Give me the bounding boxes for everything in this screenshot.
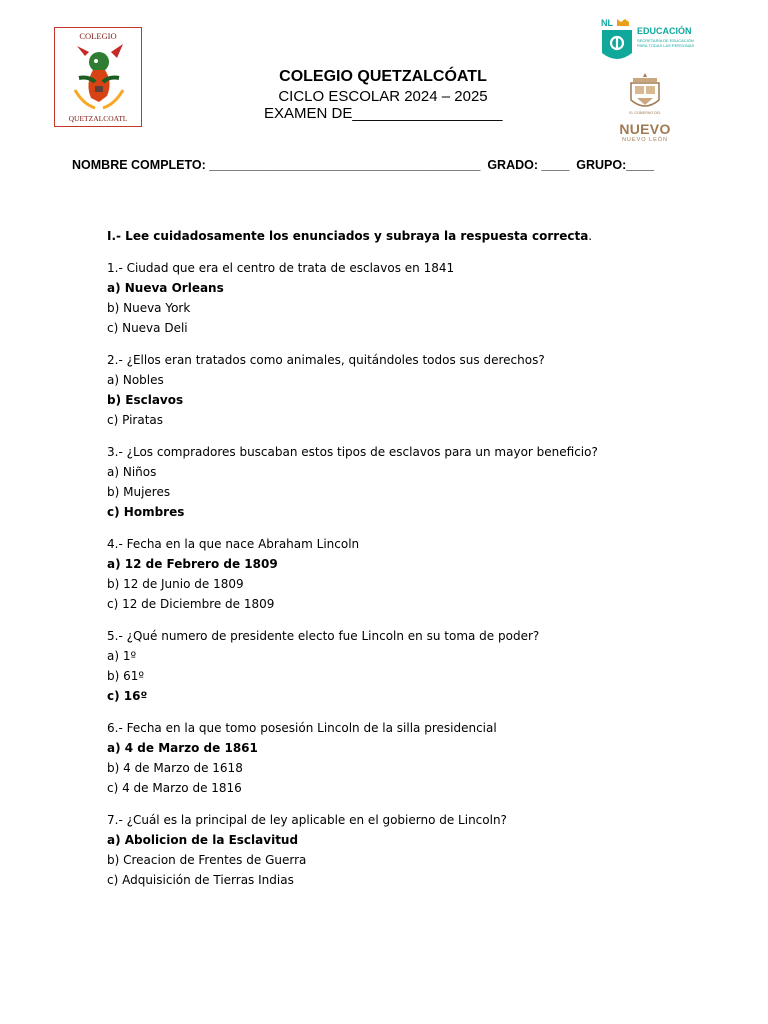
question-block bbox=[107, 534, 727, 614]
question-text: 4.- Fecha en la que nace Abraham Lincoln bbox=[107, 537, 360, 551]
school-logo bbox=[54, 27, 142, 127]
question-block bbox=[107, 626, 727, 706]
nl-shield-icon bbox=[600, 17, 634, 65]
answer-option: b) 12 de Junio de 1809 bbox=[107, 577, 244, 591]
question-text: 6.- Fecha en la que tomo posesión Lincoln de la silla presidencial bbox=[107, 721, 497, 735]
question-text: 7.- ¿Cuál es la principal de ley aplicable en el gobierno de Lincoln? bbox=[107, 813, 507, 827]
nl-letters: NL bbox=[601, 18, 613, 28]
instruction-text: I.- Lee cuidadosamente los enunciados y subraya la respuesta correcta bbox=[107, 229, 589, 243]
answer-option: b) Nueva York bbox=[107, 301, 191, 315]
answer-option: c) 4 de Marzo de 1816 bbox=[107, 781, 242, 795]
school-logo-top-text: COLEGIO bbox=[79, 31, 117, 41]
answer-option-correct: a) Nueva Orleans bbox=[107, 281, 224, 295]
government-nuevo-text: NUEVO bbox=[619, 121, 671, 137]
education-word: EDUCACIÓN bbox=[637, 26, 692, 36]
instruction-period: . bbox=[588, 229, 593, 243]
answer-option: c) Adquisición de Tierras Indias bbox=[107, 873, 294, 887]
question-text: 3.- ¿Los compradores buscaban estos tipos de esclavos para un mayor beneficio? bbox=[107, 445, 598, 459]
government-small-text: EL GOBIERNO DEL bbox=[629, 111, 661, 115]
answer-option: b) Creacion de Frentes de Guerra bbox=[107, 853, 307, 867]
answer-option: c) 12 de Diciembre de 1809 bbox=[107, 597, 275, 611]
answer-option-correct: b) Esclavos bbox=[107, 393, 184, 407]
question-block bbox=[107, 258, 727, 338]
nl-education-logo bbox=[600, 17, 700, 65]
question-block bbox=[107, 442, 727, 522]
answer-option: a) Nobles bbox=[107, 373, 164, 387]
section-instruction bbox=[107, 226, 727, 246]
exam-content bbox=[107, 226, 727, 902]
question-block bbox=[107, 350, 727, 430]
question-text: 1.- Ciudad que era el centro de trata de esclavos en 1841 bbox=[107, 261, 455, 275]
answer-option-correct: a) Abolicion de la Esclavitud bbox=[107, 833, 299, 847]
coat-of-arms-icon bbox=[627, 72, 663, 112]
question-text: 5.- ¿Qué numero de presidente electo fue Lincoln en su toma de poder? bbox=[107, 629, 540, 643]
question-text: 2.- ¿Ellos eran tratados como animales, quitándoles todos sus derechos? bbox=[107, 353, 545, 367]
exam-subject-line: EXAMEN DE__________________ bbox=[264, 105, 503, 122]
answer-option-correct: a) 4 de Marzo de 1861 bbox=[107, 741, 258, 755]
government-state-text: NUEVO LEÓN bbox=[621, 137, 669, 143]
answer-option: a) Niños bbox=[107, 465, 157, 479]
student-info-line: NOMBRE COMPLETO: _______________________________________ GRADO: ____ GRUPO:____ bbox=[72, 158, 655, 172]
school-title: COLEGIO QUETZALCÓATL bbox=[279, 68, 487, 85]
answer-option: b) 61º bbox=[107, 669, 145, 683]
answer-option-correct: a) 12 de Febrero de 1809 bbox=[107, 557, 278, 571]
nuevo-leon-government-logo bbox=[614, 72, 676, 148]
answer-option: c) Nueva Deli bbox=[107, 321, 188, 335]
school-cycle: CICLO ESCOLAR 2024 – 2025 bbox=[278, 88, 488, 105]
question-list bbox=[107, 258, 727, 890]
question-block bbox=[107, 810, 727, 890]
question-block bbox=[107, 718, 727, 798]
school-logo-bottom-text: QUETZALCOATL bbox=[68, 114, 128, 123]
answer-option: a) 1º bbox=[107, 649, 137, 663]
answer-option: b) 4 de Marzo de 1618 bbox=[107, 761, 243, 775]
education-subtitle: SECRETARÍA DE EDUCACIÓN PARA TODAS LAS PERSONAS bbox=[637, 38, 695, 48]
quetzalcoatl-emblem-icon bbox=[65, 42, 133, 114]
answer-option-correct: c) 16º bbox=[107, 689, 148, 703]
answer-option-correct: c) Hombres bbox=[107, 505, 185, 519]
answer-option: c) Piratas bbox=[107, 413, 163, 427]
answer-option: b) Mujeres bbox=[107, 485, 171, 499]
